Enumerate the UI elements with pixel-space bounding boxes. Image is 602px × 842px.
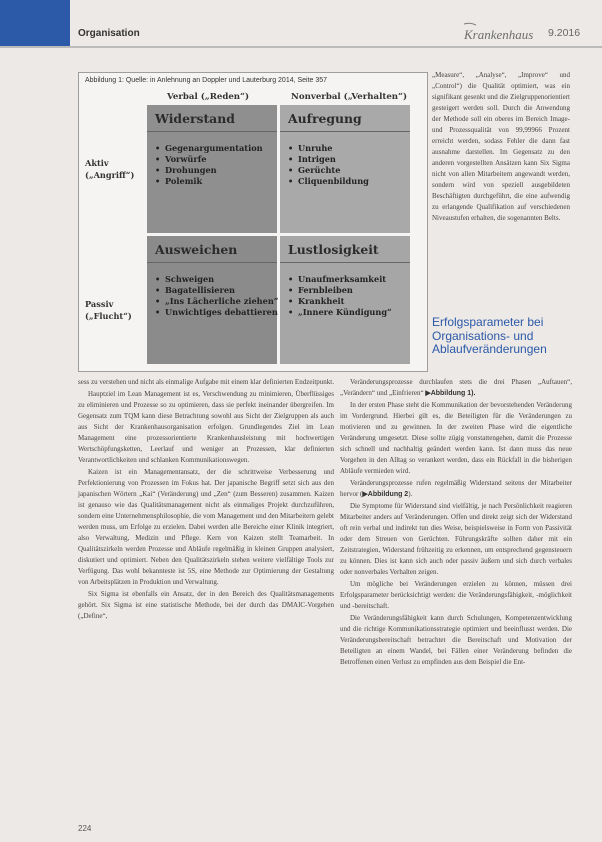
quadrant-title: Lustlosigkeit [288,242,379,257]
paragraph: sess zu verstehen und nicht als einmalige Aufgabe mit einem klar definierten Endzeitpunkt. [78,378,335,386]
row-header-passive-line1: Passiv [85,299,114,309]
list-item: • Schweigen [155,274,279,285]
row-header-passive-line2: („Flucht“) [85,311,132,321]
list-item: • Gerüchte [288,165,369,176]
figure-1-reference[interactable]: ▶Abbildung 1). [425,390,476,397]
quadrant-title: Widerstand [155,111,235,126]
figure-ref-label: Abbildung 1 [430,390,472,397]
page-header [0,0,602,48]
quadrant-list [288,274,392,318]
left-column-text [78,377,334,623]
list-item: • Krankheit [288,296,392,307]
section-color-block [0,0,70,48]
list-item: • Gegenargumentation [155,143,263,154]
list-item: • Polemik [155,176,263,187]
paragraph [340,377,572,399]
paragraph: Die Veränderungsfähigkeit kann durch Schulungen, Kompetenzentwicklung und die richtige Kommunikationsstrategie optimiert und beeinflusst werden. Die Veränderungsbereitschaft betrachtet die Bereitschaft und Motivation der Beteiligten an einem Wandel, bei Fällen einer Veränderung befinden die Betroffenen einen Verlust zu empfinden aus dem Beispiel die Ent- [340,614,572,666]
issue-number: 9.2016 [548,27,581,39]
figure-1-resistance-matrix [78,72,428,372]
quadrant-list [155,274,279,318]
quadrant-title: Ausweichen [155,242,238,257]
list-item: • Unwichtiges debattieren [155,307,279,318]
paragraph: „Measure“, „Analyse“, „Improve“ und „Control“) die Qualität optimiert, was ein signifikant gesenkt und die Zielgruppenorientiert gesteigert werden soll. Durch die Anwendung der Methode soll ein oberes im Bereich Image- und Prozessqualität von 99,99966 Prozent erreicht werden, sodass Fehler die dann fast ausnahme darstellen. Im Gegensatz zu den anderen vorgestellten Ansätzen kann Six Sigma nicht von allen Mitarbeitern angewandt werden, sondern wird von speziell ausgebildeten Beschäftigten durchgeführt, die eine aufwendig zu erlangende Qualifikation auf verschiedenen Niveaustufen erhalten, die sogenannten Belts. [432,71,570,222]
list-item: • „Ins Lächerliche ziehen“ [155,296,279,307]
row-header-active-line2: („Angriff“) [85,170,135,180]
section-title: Organisation [78,28,140,39]
header-divider [0,46,602,48]
quadrant-lustlosigkeit [280,236,410,364]
list-item: • Fernbleiben [288,285,392,296]
quadrant-divider [280,262,410,263]
right-column-text [340,377,572,669]
quadrant-divider [280,131,410,132]
sidebar-column-text [432,70,570,225]
list-item: • „Innere Kündigung“ [288,307,392,318]
list-item: • Cliquenbildung [288,176,369,187]
row-header-active-line1: Aktiv [85,158,109,168]
paragraph: Um mögliche bei Veränderungen erzielen zu können, müssen drei Erfolgsparameter berücksichtigt werden: die Veränderungsfähigkeit, -möglichkeit und -bereitschaft. [340,580,572,610]
quadrant-aufregung [280,105,410,233]
list-item: • Bagatellisieren [155,285,279,296]
row-header-passive [85,298,132,322]
row-header-active [85,157,134,181]
quadrant-title: Aufregung [288,111,362,126]
quadrant-list [288,143,369,187]
quadrant-widerstand [147,105,277,233]
paragraph-text: Veränderungsprozesse rufen regelmäßig Widerstand seitens der Mitarbeiter hervor [340,479,572,498]
quadrant-list [155,143,263,187]
paragraph-text: Veränderungsprozesse durchlaufen stets die drei Phasen „Auftauen“, „Verändern“ und „Einfrieren“ [340,378,572,397]
paragraph: In der ersten Phase steht die Kommunikation der bevorstehenden Veränderung im Vordergrund. Hierbei gilt es, die Beteiligten für die Veränderungen zu motivieren und zu gewinnen. In der zweiten Phase wird die eigentliche Veränderung umgesetzt. Diese sollte zügig vonstattengehen, damit die Prozesse sich schnell und nachhaltig geändert werden kann. Ist dann muss das neue Vorgehen in den Alltag so verankert werden, dass ein Rückfall in die bisherigen Abläufe vermieden wird. [340,401,572,475]
quadrant-divider [147,262,277,263]
paragraph: Veränderungsprozesse rufen regelmäßig Widerstand seitens der Mitarbeiter hervor (▶Abbildung 2). [340,479,572,498]
list-item: • Unaufmerksamkeit [288,274,392,285]
paragraph: Six Sigma ist ebenfalls ein Ansatz, der in den Bereich des Qualitätsmanagements gehört. Six Sigma ist eine statistische Methode, bei der durch das DMAIC-Vorgehen („Define“, [78,590,334,620]
list-item: • Drohungen [155,165,263,176]
figure-2-reference[interactable]: ▶Abbildung 2 [362,491,409,498]
list-item: • Unruhe [288,143,369,154]
figure-caption: Abbildung 1: Quelle: in Anlehnung an Doppler und Lauterburg 2014, Seite 357 [85,77,328,84]
quadrant-ausweichen [147,236,277,364]
list-item: • Intrigen [288,154,369,165]
paragraph: Die Symptome für Widerstand sind vielfältig, je nach Persönlichkeit reagieren Mitarbeiter anders auf Veränderungen. Offen und direkt zeigt sich der Widerstand oft rein verbal und indirekt tun dies Weise, beispielsweise in Form von Passivität oder dem Streuen von Gerüchten. Führungskräfte sollten daher mit ein Zeitstrategien, Widerstand frühzeitig zu erkennen, um entsprechend gegensteuern zu können. Dies ist kann sich auch oder passiv äußern und sich durch verbales oder nonverbales Verhalten zeigen. [340,502,572,576]
paragraph: Kaizen ist ein Managementansatz, der die schrittweise Verbesserung und Perfektionierung von Prozessen im Fokus hat. Der japanische Begriff setzt sich aus den japanischen Wörtern „Kai“ (Veränderung) und „Zen“ (zum Besseren) zusammen. Kaizen ist genauso wie das Qualitätsmanagement nicht als einmaliges Projekt durchzuführen, sondern eine Unternehmensphilosophie, die vom Management und den Mitarbeitern gelebt werden muss, um Erfolge zu erzielen. Dabei werden alle Bereiche einer Klinik integriert, also Verwaltung, Medizin und Pflege. Kern von Kaizen stellt Teamarbeit. In Qualitätszirkeln werden Prozesse und Abläufe regelmäßig in kleinen Gruppen analysiert, diskutiert und optimiert. Neben den Qualitätszirkeln stehen weitere vielfältige Tools zur Verfügung. Das wohl bekannteste ist 5S, eine Methode zur Optimierung der Gestaltung von Arbeitsplätzen in Produktion und Verwaltung. [78,468,334,586]
column-header-verbal: Verbal („Reden“) [167,92,250,102]
column-header-nonverbal: Nonverbal („Verhalten“) [291,92,408,102]
page-number: 224 [78,824,92,833]
paragraph: Hauptziel im Lean Management ist es, Verschwendung zu minimieren, Überflüssiges zu eliminieren und Prozesse so zu optimieren, dass sie perfekt ineinander übergreifen. Im Gegensatz zum TQM kann diese Betrachtung sowohl aus Sicht der Zielgruppen als auch aus Sicht der Krankenhausorganisation erfolgen. Grundlegendes Ziel im Lean Management eine prozessorientierte Krankenhausleistung mit hochwertigen Wertschöpfungsketten, Leerlauf und weniger an Prozessen, klar definierten Verantwortlichkeiten und schlanken Kommunikationswegen. [78,390,334,464]
section-subheading: Erfolgsparameter bei Organisations- und Ablaufveränderungen [432,315,547,356]
quadrant-divider [147,131,277,132]
list-item: • Vorwürfe [155,154,263,165]
svg-text:Krankenhaus: Krankenhaus [464,27,534,42]
figure-ref-label: Abbildung 2 [367,491,409,498]
